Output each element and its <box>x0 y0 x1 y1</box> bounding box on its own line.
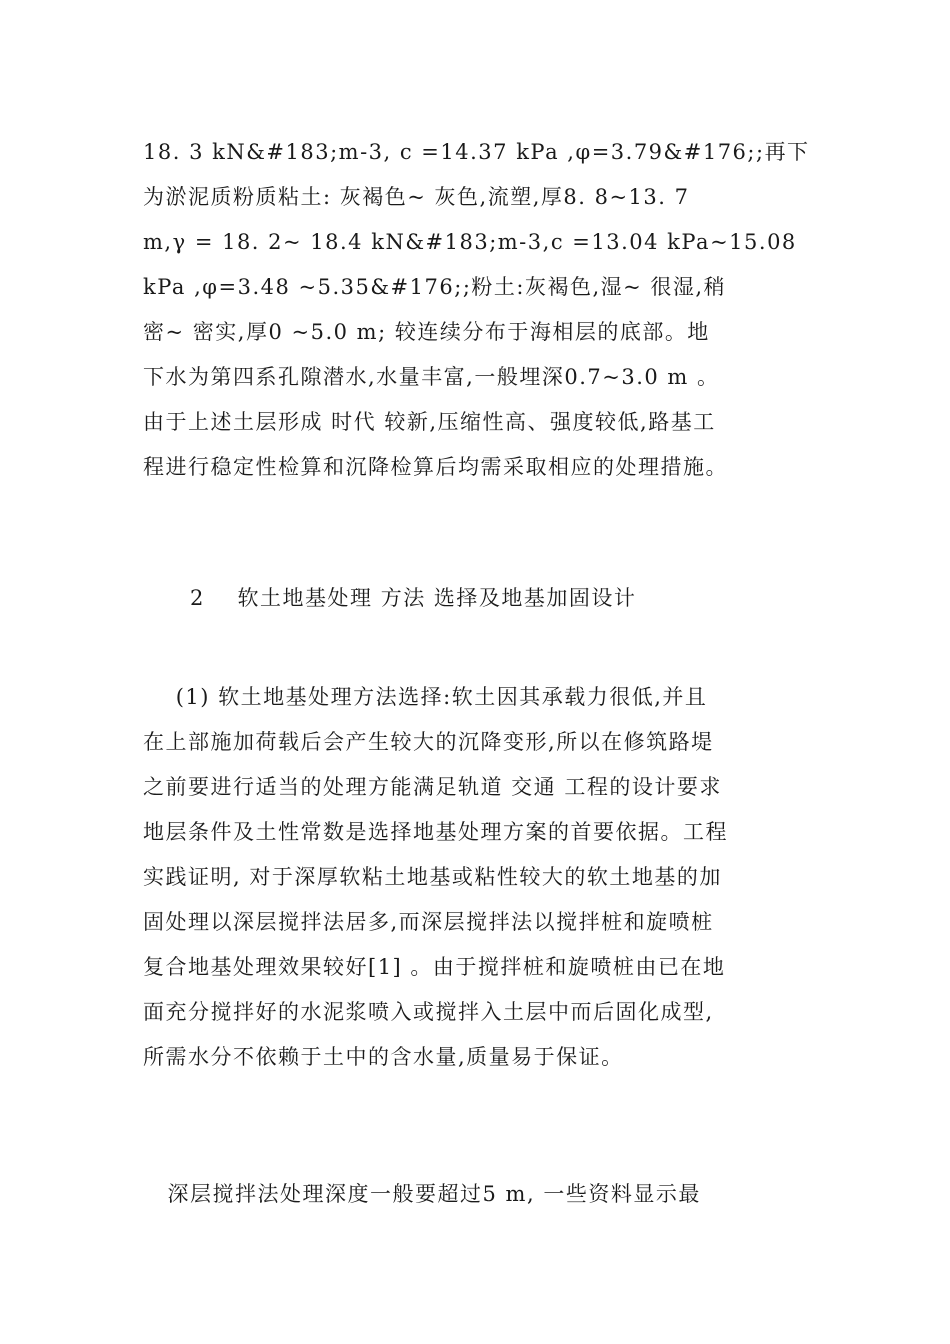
text-line: 面充分搅拌好的水泥浆喷入或搅拌入土层中而后固化成型, <box>143 1000 714 1024</box>
text-line: 地层条件及土性常数是选择地基处理方案的首要依据。工程 <box>143 820 728 844</box>
text-line: 实践证明, 对于深厚软粘土地基或粘性较大的软土地基的加 <box>143 865 722 889</box>
paragraph-deep-mixing <box>143 1172 815 1217</box>
text-line: 程进行稳定性检算和沉降检算后均需采取相应的处理措施。 <box>143 455 728 479</box>
text-line: 固处理以深层搅拌法居多,而深层搅拌法以搅拌桩和旋喷桩 <box>143 910 714 934</box>
paragraph-method-selection <box>143 675 815 1080</box>
paragraph-soil-layers <box>143 130 815 490</box>
text-line: 之前要进行适当的处理方能满足轨道 交通 工程的设计要求 <box>143 775 722 799</box>
text-line: kPa ,φ=3.48 ~5.35&#176;;粉土:灰褐色,湿~ 很湿,稍 <box>143 275 727 299</box>
text-line: 18. 3 kN&#183;m-3, c =14.37 kPa ,φ=3.79&#176;;再下 <box>143 140 810 164</box>
text-line: (1) 软土地基处理方法选择:软土因其承载力很低,并且 <box>143 685 708 709</box>
text-line: 所需水分不依赖于土中的含水量,质量易于保证。 <box>143 1045 624 1069</box>
text-line: 为淤泥质粉质粘土: 灰褐色~ 灰色,流塑,厚8. 8~13. 7 <box>143 185 690 209</box>
text-line: 下水为第四系孔隙潜水,水量丰富,一般埋深0.7~3.0 m 。 <box>143 365 720 389</box>
text-line: 深层搅拌法处理深度一般要超过5 m, 一些资料显示最 <box>143 1182 701 1206</box>
section-heading <box>190 576 862 621</box>
text-line: 复合地基处理效果较好[1] 。由于搅拌桩和旋喷桩由已在地 <box>143 955 726 979</box>
heading-line: 2 软土地基处理 方法 选择及地基加固设计 <box>190 586 637 610</box>
text-line: 由于上述土层形成 时代 较新,压缩性高、强度较低,路基工 <box>143 410 716 434</box>
text-line: m,γ = 18. 2~ 18.4 kN&#183;m-3,c =13.04 kPa~15.08 <box>143 230 797 254</box>
text-line: 密~ 密实,厚0 ~5.0 m; 较连续分布于海相层的底部。地 <box>143 320 710 344</box>
text-line: 在上部施加荷载后会产生较大的沉降变形,所以在修筑路堤 <box>143 730 714 754</box>
